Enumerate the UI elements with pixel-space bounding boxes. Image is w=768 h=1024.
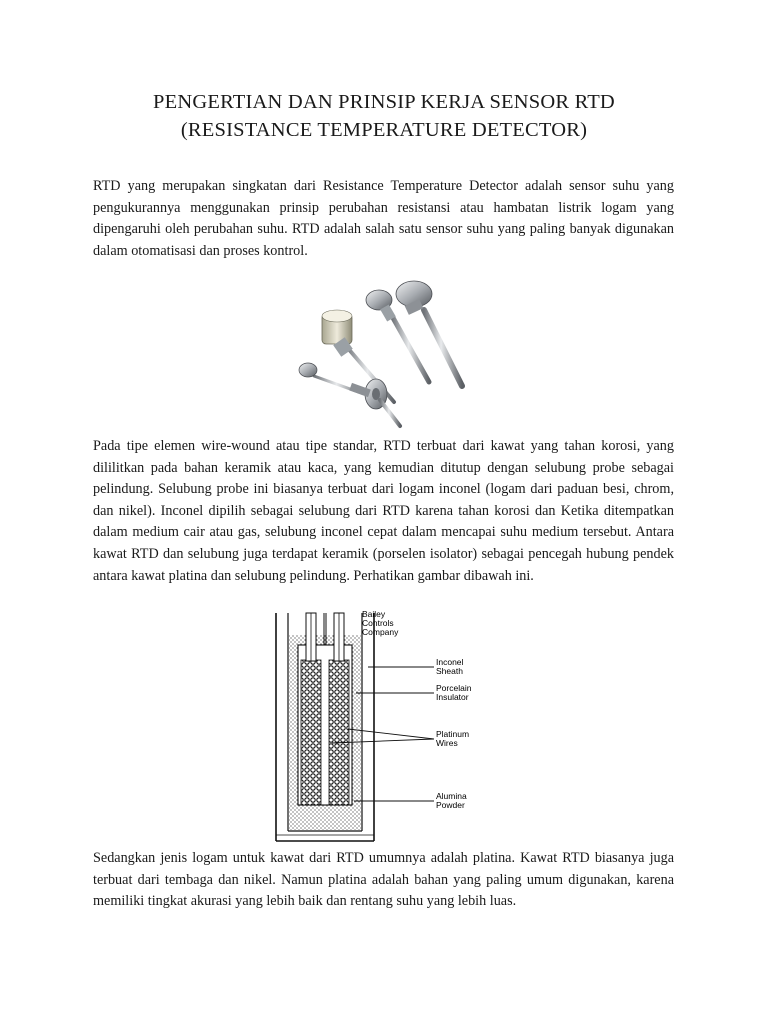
title-line-1: PENGERTIAN DAN PRINSIP KERJA SENSOR RTD: [153, 91, 615, 113]
rtd-cross-section-diagram: [274, 605, 494, 845]
rtd-sensors-photo: [284, 270, 484, 432]
diagram-company-line-2: Controls: [362, 618, 394, 628]
diagram-company-line-3: Company: [362, 627, 399, 637]
diagram-company-line-1: Bailey: [362, 609, 386, 619]
label-alumina-2: Powder: [436, 800, 465, 810]
paragraph-wire-wound: Pada tipe elemen wire-wound atau tipe standar, RTD terbuat dari kawat yang tahan korosi, yang dililitkan pada bahan keramik atau kaca, yang kemudian ditutup dengan selubung probe sebagai pelindung. Selubung probe ini biasanya terbuat dari logam inconel (logam dari paduan besi, chrom, dan nikel). Inconel dipilih sebagai selubung dari RTD karena tahan korosi dan Ketika ditempatkan dalam medium cair atau gas, selubung inconel cepat dalam mencapai suhu medium tersebut. Antara kawat RTD dan selubung juga terdapat keramik (porselen isolator) sebagai pencegah hubung pendek antara kawat platina dan selubung pelindung. Perhatikan gambar dibawah ini.: [93, 438, 674, 584]
label-porcelain-2: Insulator: [436, 692, 469, 702]
paragraph-intro: RTD yang merupakan singkatan dari Resistance Temperature Detector adalah sensor suhu yang pengukurannya menggunakan prinsip perubahan resistansi atau hambatan listrik logam yang dipengaruhi oleh perubahan suhu. RTD adalah salah satu sensor suhu yang paling banyak digunakan dalam otomatisasi dan proses kontrol.: [93, 178, 674, 259]
paragraph-platinum: Sedangkan jenis logam untuk kawat dari RTD umumnya adalah platina. Kawat RTD biasanya juga terbuat dari tembaga dan nikel. Namun platina adalah bahan yang paling umum digunakan, karena memiliki tingkat akurasi yang lebih baik dan rentang suhu yang lebih luas.: [93, 850, 674, 910]
document-title: [0, 88, 768, 144]
title-line-2: (RESISTANCE TEMPERATURE DETECTOR): [180, 119, 588, 141]
label-platinum-1: Platinum: [436, 729, 470, 739]
label-inconel-1: Inconel: [436, 657, 464, 667]
label-porcelain-1: Porcelain: [436, 683, 472, 693]
label-inconel-2: Sheath: [436, 666, 463, 676]
label-platinum-2: Wires: [436, 738, 458, 748]
label-alumina-1: Alumina: [436, 791, 467, 801]
